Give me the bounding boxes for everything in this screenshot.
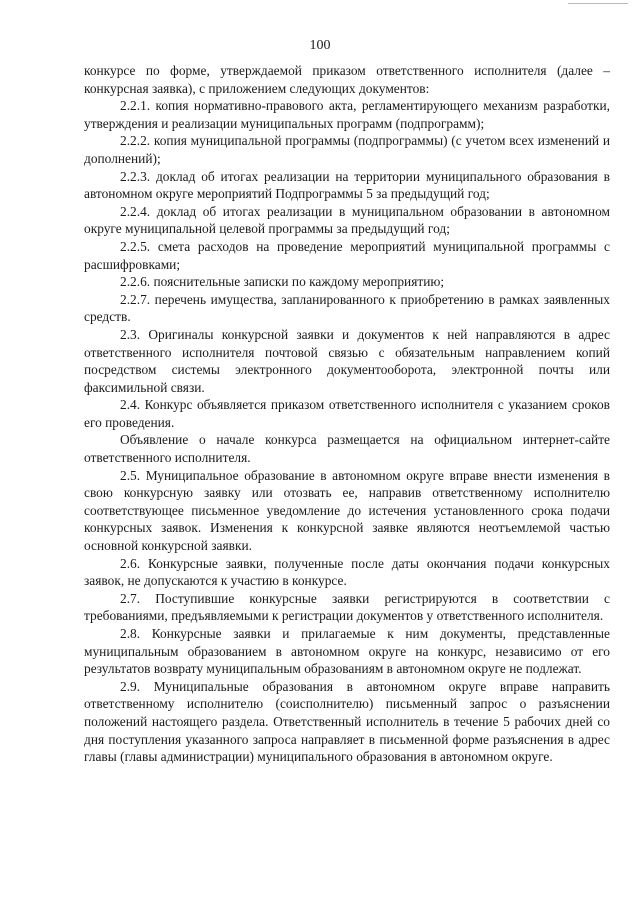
paragraph-2-7: 2.7. Поступившие конкурсные заявки регистрируются в соответствии с требованиями, предъявляемыми к регистрации документов у ответственного исполнителя. [84,590,610,624]
scan-edge-mark [568,3,628,6]
paragraph-2-6: 2.6. Конкурсные заявки, полученные после даты окончания подачи конкурсных заявок, не допускаются к участию в конкурсе. [84,555,610,589]
paragraph-2-2-1: 2.2.1. копия нормативно-правового акта, регламентирующего механизм разработки, утверждения и реализации муниципальных программ (подпрограмм); [84,98,610,131]
paragraph-2-3: 2.3. Оригиналы конкурсной заявки и документов к ней направляются в адрес ответственного исполнителя почтовой связью с обязательным направлением копий посредством системы электронного документооборота, электронной почты или факсимильной связи. [84,326,610,395]
paragraph-2-2-4: 2.2.4. доклад об итогах реализации в муниципальном образовании в автономном округе муниципальной целевой программы за предыдущий год; [84,203,610,237]
paragraph-2-5: 2.5. Муниципальное образование в автономном округе вправе внести изменения в свою конкурсную заявку или отозвать ее, направив ответственному исполнителю соответствующее письменное уведомление до истечения установленного срока подачи конкурсных заявок. Изменения к конкурсной заявке являются неотъемлемой частью основной конкурсной заявки. [84,467,610,554]
paragraph-2-2-7: 2.2.7. перечень имущества, запланированного к приобретению в рамках заявленных средств. [84,291,610,325]
paragraph-2-4: 2.4. Конкурс объявляется приказом ответственного исполнителя с указанием сроков его проведения. [84,397,610,430]
paragraph-2-2-3: 2.2.3. доклад об итогах реализации на территории муниципального образования в автономном округе мероприятий Подпрограммы 5 за предыдущий год; [84,168,610,202]
paragraph-2-9: 2.9. Муниципальные образования в автономном округе вправе направить ответственному исполнителю (соисполнителю) письменный запрос о разъяснении положений настоящего раздела. Ответственный исполнитель в течение 5 рабочих дней со дня поступления указанного запроса направляет в письменной форме разъяснения в адрес главы (главы администрации) муниципального образования в автономном округе. [84,678,610,765]
paragraph-continuation: конкурсе по форме, утверждаемой приказом ответственного исполнителя (далее – конкурсная заявка), с приложением следующих документов: [84,63,610,96]
paragraph-announcement: Объявление о начале конкурса размещается на официальном интернет-сайте ответственного исполнителя. [84,432,610,466]
paragraph-2-2-2: 2.2.2. копия муниципальной программы (подпрограммы) (с учетом всех изменений и дополнений); [84,133,610,166]
paragraph-2-8: 2.8. Конкурсные заявки и прилагаемые к ним документы, представленные муниципальным образованием в автономном округе на конкурс, независимо от его результатов возврату муниципальным образованиям в автономном округе не подлежат. [84,626,610,677]
paragraph-2-2-5: 2.2.5. смета расходов на проведение мероприятий муниципальной программы с расшифровками; [84,238,610,272]
document-body [84,62,610,766]
paragraph-2-2-6: 2.2.6. пояснительные записки по каждому мероприятию; [120,274,445,290]
page-number: 100 [309,38,331,53]
